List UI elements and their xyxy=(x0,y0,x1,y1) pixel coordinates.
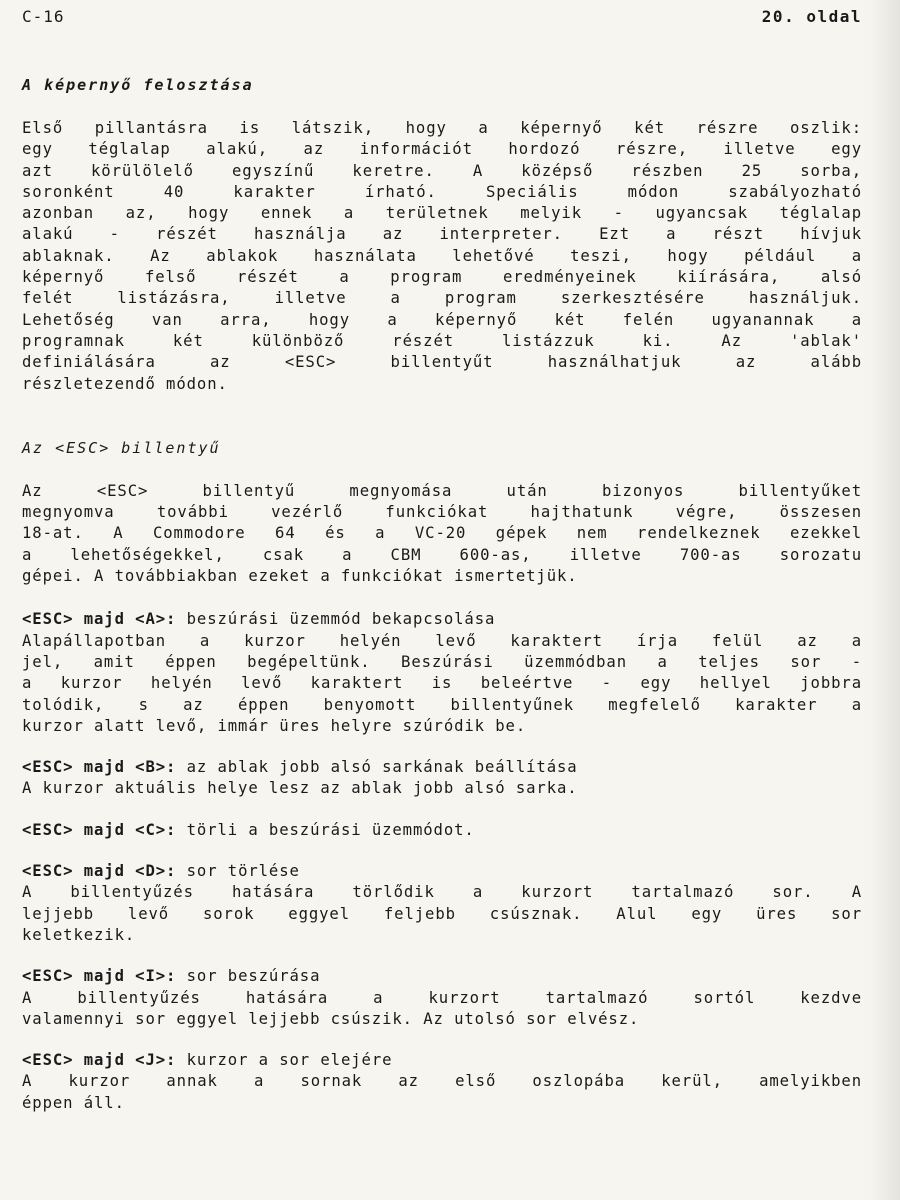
command-line: A billentyűzés hatására törlődik a kurzort tartalmazó sor. A xyxy=(22,883,862,902)
command-line: jel, amit éppen begépeltünk. Beszúrási üzemmódban a teljes sor - xyxy=(22,652,862,671)
paragraph-line: felét listázásra, illetve a program szerkesztésére használjuk. xyxy=(22,289,862,308)
page-number: 20. oldal xyxy=(761,7,862,26)
command-line: valamennyi sor eggyel lejjebb csúszik. Az utolsó sor elvész. xyxy=(22,1009,640,1028)
paragraph-line: soronként 40 karakter írható. Speciális módon szabályozható xyxy=(22,182,862,201)
command-key: <ESC> majd <I>: xyxy=(22,967,177,986)
paragraph-line: programnak két különböző részét listázzuk ki. Az 'ablak' xyxy=(22,331,862,350)
command-line: a kurzor helyén levő karaktert is beleértve - egy hellyel jobbra xyxy=(22,674,862,693)
command-line: tolódik, s az éppen benyomott billentyűnek megfelelő karakter a xyxy=(22,695,862,714)
paragraph-line: definiálására az <ESC> billentyűt használhatjuk az alább xyxy=(22,353,862,372)
command-line: éppen áll. xyxy=(22,1093,125,1112)
command-line: A billentyűzés hatására a kurzort tartalmazó sortól kezdve xyxy=(22,988,862,1007)
command-title: kurzor a sor elejére xyxy=(186,1051,393,1070)
section-title-screen: A képernyő felosztása xyxy=(22,76,254,94)
command-esc-c xyxy=(22,820,862,841)
paragraph-line: a lehetőségekkel, csak a CBM 600-as, illetve 700-as sorozatu xyxy=(22,545,862,564)
command-heading xyxy=(22,609,862,630)
command-heading xyxy=(22,1050,862,1071)
paragraph-line: gépei. A továbbiakban ezeket a funkciókat ismertetjük. xyxy=(22,567,578,586)
command-line: kurzor alatt levő, immár üres helyre szúródik be. xyxy=(22,716,527,735)
command-heading xyxy=(22,820,862,841)
esc-intro-paragraph xyxy=(22,481,862,587)
command-title: az ablak jobb alsó sarkának beállítása xyxy=(186,758,578,777)
command-line: Alapállapotban a kurzor helyén levő karaktert írja felül az a xyxy=(22,631,862,650)
command-heading xyxy=(22,757,862,778)
command-key: <ESC> majd <B>: xyxy=(22,758,177,777)
command-line: A kurzor annak a sornak az első oszlopába kerül, amelyikben xyxy=(22,1072,862,1091)
paragraph-line: Az <ESC> billentyű megnyomása után bizonyos billentyűket xyxy=(22,481,862,500)
section-title-esc: Az <ESC> billentyű xyxy=(22,438,221,457)
command-title: sor beszúrása xyxy=(186,967,321,986)
header-code: C-16 xyxy=(22,7,65,26)
paragraph-line: részletezendő módon. xyxy=(22,374,228,393)
command-esc-b xyxy=(22,757,862,800)
page-header xyxy=(22,6,862,28)
command-line: keletkezik. xyxy=(22,925,136,944)
command-key: <ESC> majd <C>: xyxy=(22,820,177,839)
command-title: sor törlése xyxy=(186,862,300,881)
command-title: törli a beszúrási üzemmódot. xyxy=(186,820,475,839)
command-esc-j xyxy=(22,1050,862,1114)
command-key: <ESC> majd <D>: xyxy=(22,862,177,881)
command-line: lejjebb levő sorok eggyel feljebb csúsznak. Alul egy üres sor xyxy=(22,904,862,923)
paragraph-line: 18-at. A Commodore 64 és a VC-20 gépek nem rendelkeznek ezekkel xyxy=(22,524,862,543)
paragraph-line: Lehetőség van arra, hogy a képernyő két felén ugyanannak a xyxy=(22,310,862,329)
paragraph-line: azt körülölelő egyszínű keretre. A középső részben 25 sorba, xyxy=(22,161,862,180)
paragraph-line: Első pillantásra is látszik, hogy a képernyő két részre oszlik: xyxy=(22,119,862,137)
command-title: beszúrási üzemmód bekapcsolása xyxy=(186,610,496,629)
command-key: <ESC> majd <A>: xyxy=(22,610,177,629)
command-key: <ESC> majd <J>: xyxy=(22,1051,177,1070)
command-esc-i xyxy=(22,966,862,1030)
command-line: A kurzor aktuális helye lesz az ablak jobb alsó sarka. xyxy=(22,779,578,798)
command-esc-a xyxy=(22,609,862,737)
command-esc-d xyxy=(22,861,862,946)
command-heading xyxy=(22,966,862,987)
paragraph-line: ablaknak. Az ablakok használata lehetővé teszi, hogy például a xyxy=(22,246,862,265)
screen-layout-paragraph xyxy=(22,118,862,395)
command-heading xyxy=(22,861,862,882)
paragraph-line: azonban az, hogy ennek a területnek melyik - ugyancsak téglalap xyxy=(22,204,862,223)
paragraph-line: egy téglalap alakú, az információt hordozó részre, illetve egy xyxy=(22,140,862,159)
paragraph-line: képernyő felső részét a program eredményeinek kiírására, alsó xyxy=(22,268,862,287)
paragraph-line: megnyomva további vezérlő funkciókat hajthatunk végre, összesen xyxy=(22,503,862,522)
paragraph-line: alakú - részét használja az interpreter. Ezt a részt hívjuk xyxy=(22,225,862,244)
